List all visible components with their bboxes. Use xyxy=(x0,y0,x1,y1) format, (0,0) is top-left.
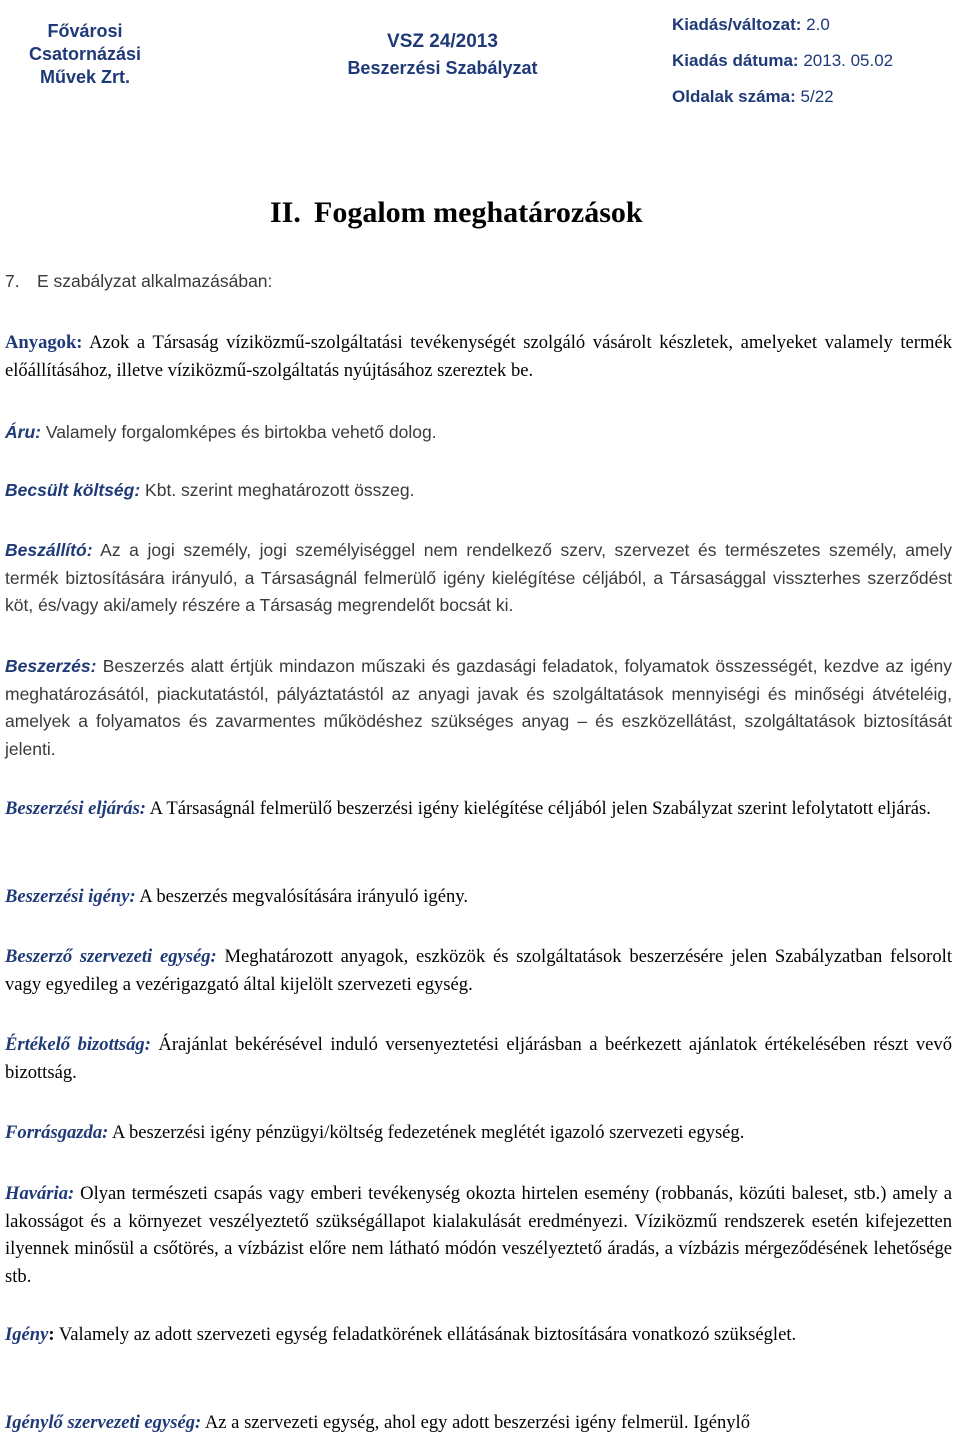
definition-term: Igénylő szervezeti egység: xyxy=(5,1412,202,1433)
definition-term: Beszerzési eljárás: xyxy=(5,798,146,819)
meta-value: 2.0 xyxy=(806,15,830,34)
definition-beszerzesi-igeny xyxy=(5,883,952,911)
meta-edition xyxy=(672,7,960,43)
definition-text: Valamely forgalomképes és birtokba vehető dolog. xyxy=(40,422,437,442)
definition-anyagok xyxy=(5,329,952,384)
definition-aru xyxy=(5,419,952,447)
org-line: Fővárosi xyxy=(47,21,123,41)
definition-term: Beszállító: xyxy=(5,540,93,560)
definition-havaria xyxy=(5,1180,952,1290)
definition-text: A Társaságnál felmerülő beszerzési igény kielégítése céljából jelen Szabályzat szerint lefolytatott eljárás. xyxy=(146,798,931,819)
definition-term: Értékelő bizottság: xyxy=(5,1034,151,1055)
definition-term: Forrásgazda: xyxy=(5,1122,109,1143)
meta-value: 2013. 05.02 xyxy=(803,51,894,70)
definition-term: Áru: xyxy=(5,422,41,442)
section-heading xyxy=(270,196,643,230)
definition-term: Havária: xyxy=(5,1183,75,1204)
definition-beszallito xyxy=(5,537,952,620)
organization-name xyxy=(0,20,170,89)
definition-term: Becsült költség: xyxy=(5,480,141,500)
definition-term: Igény xyxy=(5,1324,49,1345)
intro-text: E szabályzat alkalmazásában: xyxy=(37,271,273,291)
definition-text: Olyan természeti csapás vagy emberi tevékenység okozta hirtelen esemény (robbanás, közúti baleset, stb.) amely a lakosságot és a környezet veszélyeztető szükségállapot kialakulását eredményezi. Víziközmű rendszerek esetén kifejezetten ilyennek minősül a csőtörés, a vízbázist előre nem látható módón veszélyeztető áradás, a vízbázis mérgeződésének lehetősége stb. xyxy=(5,1183,952,1287)
definition-beszerzo-szervezeti-egyseg xyxy=(5,943,952,998)
definition-text: A beszerzési igény pénzügyi/költség fedezetének meglétét igazoló szervezeti egység. xyxy=(108,1122,745,1143)
definition-text: A beszerzés megvalósítására irányuló igény. xyxy=(135,886,468,907)
definition-beszerzesi-eljaras xyxy=(5,795,952,823)
org-line: Művek Zrt. xyxy=(39,67,131,87)
meta-label: Oldalak száma: xyxy=(672,87,796,106)
definition-beszerzes xyxy=(5,653,952,763)
definition-igenylo-szervezeti-egyseg xyxy=(5,1409,952,1437)
definition-term: Beszerző szervezeti egység: xyxy=(5,946,217,967)
page-header xyxy=(0,0,960,112)
definition-igeny xyxy=(5,1321,952,1349)
definition-term: Anyagok: xyxy=(5,332,83,353)
paragraph-number: 7. xyxy=(5,271,20,291)
definition-term: Beszerzési igény: xyxy=(5,886,136,907)
document-code: VSZ 24/2013 xyxy=(387,31,498,52)
document-meta xyxy=(672,7,960,115)
definition-text: Valamely az adott szervezeti egység feladatkörének ellátásának biztosítására vonatkozó szükséglet. xyxy=(54,1324,797,1345)
meta-date xyxy=(672,43,960,79)
meta-value: 5/22 xyxy=(800,87,834,106)
definition-ertekelo-bizottsag xyxy=(5,1031,952,1086)
definition-term: Beszerzés: xyxy=(5,656,97,676)
definition-text: Árajánlat bekérésével induló versenyeztetési eljárásban a beérkezett ajánlatok értékelésében részt vevő bizottság. xyxy=(5,1034,952,1083)
org-line: Csatornázási xyxy=(28,44,142,64)
definition-text: Beszerzés alatt értjük mindazon műszaki és gazdasági feladatok, folyamatok összességét, kezdve az igény meghatározásától, piackutatástól, pályáztatástól az anyagi javak és szolgáltatások mennyiségi és minőségi átvételéig, amelyek a folyamatos és zavarmentes működéshez szükséges anyag – és eszközellátást, szolgáltatások biztosítását jelenti. xyxy=(5,656,952,759)
definition-text: Azok a Társaság víziközmű-szolgáltatási tevékenységét szolgáló vásárolt készletek, amelyeket valamely termék előállításához, illetve víziközmű-szolgáltatás nyújtásához szereztek be. xyxy=(5,332,952,381)
definition-text: Az a jogi személy, jogi személyiséggel nem rendelkező szerv, szervezet és természetes személy, amely termék biztosítására irányuló, a Társaságnál felmerülő igény kielégítése céljából, a Társasággal visszterhes szerződést köt, és/vagy aki/amely részére a Társaság megrendelőt bocsát ki. xyxy=(5,540,952,615)
definition-text: Kbt. szerint meghatározott összeg. xyxy=(140,480,415,500)
document-identity xyxy=(270,29,615,81)
document-title: Beszerzési Szabályzat xyxy=(347,58,538,78)
definition-forrasgazda xyxy=(5,1119,952,1147)
definition-text: Az a szervezeti egység, ahol egy adott beszerzési igény felmerül. Igénylő xyxy=(201,1412,751,1433)
section-title: Fogalom meghatározások xyxy=(314,196,643,229)
meta-label: Kiadás/változat: xyxy=(672,15,802,34)
intro-paragraph xyxy=(5,271,272,292)
meta-pages xyxy=(672,79,960,115)
section-number: II. xyxy=(270,196,301,229)
definition-becsult-koltseg xyxy=(5,477,952,505)
meta-label: Kiadás dátuma: xyxy=(672,51,799,70)
definition-text: Meghatározott anyagok, eszközök és szolgáltatások beszerzésére jelen Szabályzatban felsorolt vagy egyedileg a vezérigazgató által kijelölt szervezeti egység. xyxy=(5,946,952,995)
definition-term-suffix: : xyxy=(48,1324,55,1345)
